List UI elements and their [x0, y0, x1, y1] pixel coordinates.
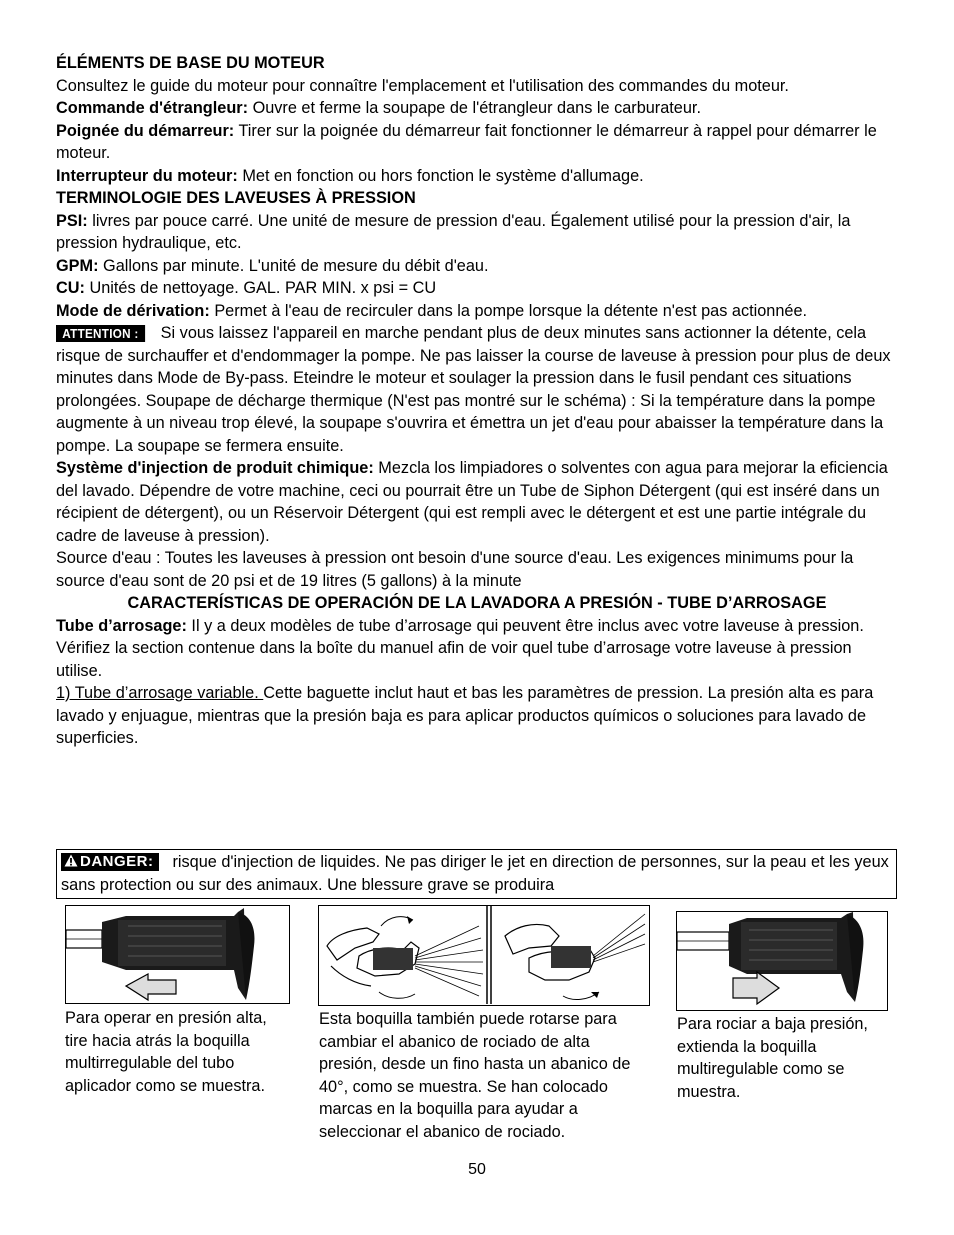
- heading-terminology: TERMINOLOGIE DES LAVEUSES À PRESSION: [56, 189, 416, 207]
- nozzle-extend-illustration: [677, 912, 886, 1009]
- danger-text: risque d'injection de liquides. Ne pas diriger le jet en direction de personnes, sur la peau et les yeux sans protection ou sur des animaux. Une blessure grave se produira: [61, 853, 889, 894]
- psi-paragraph: [56, 210, 898, 255]
- gpm-text: Gallons par minute. L'unité de mesure du débit d'eau.: [98, 256, 489, 275]
- bypass-paragraph: [56, 300, 898, 323]
- switch-paragraph: [56, 165, 898, 188]
- chemical-label: Système d'injection de produit chimique:: [56, 459, 374, 477]
- engine-intro: Consultez le guide du moteur pour connaître l'emplacement et l'utilisation des commandes du moteur.: [56, 76, 789, 95]
- warning-triangle-icon: [64, 854, 78, 867]
- variable-tube-label: 1) Tube d’arrosage variable.: [56, 684, 264, 702]
- caption-low-pressure: Para rociar a baja presión, extienda la boquilla multiregulable como se muestra.: [677, 1015, 868, 1101]
- heading-engine-basics: ÉLÉMENTS DE BASE DU MOTEUR: [56, 54, 325, 72]
- heading-operation: CARACTERÍSTICAS DE OPERACIÓN DE LA LAVADORA A PRESIÓN - TUBE D’ARROSAGE: [127, 594, 827, 612]
- figure-rotate-nozzle: [318, 905, 650, 1006]
- gpm-label: GPM:: [56, 256, 99, 275]
- tube-text: Il y a deux modèles de tube d’arrosage qui peuvent être inclus avec votre laveuse à pression. Vérifiez la section contenue dans la boîte du manuel afin de voir quel tube d’arrosage votre laveuse à pression utilise.: [56, 616, 864, 680]
- water-source-paragraph: Source d'eau : Toutes les laveuses à pression ont besoin d'une source d'eau. Les exigences minimums pour la source d'eau sont de 20 psi et de 19 litres (5 gallons) à la minute: [56, 549, 854, 590]
- nozzle-rotate-illustration: [319, 906, 648, 1004]
- figure-extend-nozzle: [676, 911, 888, 1011]
- danger-badge-label: DANGER:: [80, 853, 154, 870]
- starter-paragraph: [56, 120, 898, 165]
- bypass-text: Permet à l'eau de recirculer dans la pompe lorsque la détente n'est pas actionnée.: [209, 301, 808, 320]
- cu-label: CU:: [56, 279, 85, 297]
- choke-text: Ouvre et ferme la soupape de l'étrangleur dans le carburateur.: [248, 99, 701, 117]
- chemical-text: Mezcla los limpiadores o solventes con agua para mejorar la eficiencia del lavado. Dépendre de votre machine, ceci ou pourrait être un Tube de Siphon Détergent (qui est inséré dans un récipient de détergent), ou un Réservoir Détergent (qui est rempli avec le détergent et est une partie intégrale du cadre de laveuse à pression).: [56, 459, 888, 545]
- caption-high-pressure: Para operar en presión alta, tire hacia atrás la boquilla multirregulable del tubo aplicador como se muestra.: [65, 1009, 267, 1095]
- bypass-label: Mode de dérivation:: [56, 301, 210, 320]
- starter-text: Tirer sur la poignée du démarreur fait fonctionner le démarreur à rappel pour démarrer le moteur.: [56, 121, 877, 162]
- gpm-paragraph: [56, 255, 898, 278]
- figure-pull-back-nozzle: [65, 905, 290, 1004]
- danger-warning-box: [56, 849, 897, 899]
- danger-badge: [61, 853, 159, 871]
- psi-label: PSI:: [56, 211, 88, 230]
- page-number: 50: [468, 1161, 486, 1178]
- attention-paragraph: [56, 322, 898, 457]
- choke-paragraph: [56, 97, 898, 120]
- attention-text: Si vous laissez l'appareil en marche pendant plus de deux minutes sans actionner la détente, cela risque de surchauffer et d'endommager la pompe. Ne pas laisser la course de laveuse à pression pour plus de deux minutes dans Mode de By-pass. Eteindre le moteur et soulager la pression dans le fusil pendant ces situations prolongées. Soupape de décharge thermique (N'est pas montré sur le schéma) : Si la température dans la pompe augmente à un niveau trop élevé, la soupape s'ouvrira et émettra un jet d'eau pour abaisser la température dans la pompe. La soupape se fermera ensuite.: [56, 324, 891, 455]
- starter-label: Poignée du démarreur:: [56, 121, 235, 140]
- nozzle-pull-back-illustration: [66, 906, 288, 1002]
- manual-text: [56, 52, 898, 750]
- switch-label: Interrupteur du moteur:: [56, 166, 238, 185]
- chemical-paragraph: [56, 457, 898, 547]
- variable-tube-text: Cette baguette inclut haut et bas les paramètres de pression. La presión alta es para lavado y enjuague, mientras que la presión baja es para aplicar productos químicos o soluciones para lavado de superficies.: [56, 684, 874, 747]
- caption-rotate-nozzle: Esta boquilla también puede rotarse para cambiar el abanico de rociado de alta presión, desde un fino hasta un abanico de 40°, como se muestra. Se han colocado marcas en la boquilla para ayudar a seleccionar el abanico de rociado.: [319, 1010, 631, 1141]
- cu-text: Unités de nettoyage. GAL. PAR MIN. x psi = CU: [84, 279, 437, 297]
- switch-text: Met en fonction ou hors fonction le système d'allumage.: [237, 166, 644, 185]
- tube-paragraph: [56, 615, 898, 683]
- tube-label: Tube d’arrosage:: [56, 616, 187, 635]
- psi-text: livres par pouce carré. Une unité de mesure de pression d'eau. Également utilisé pour la pression d'air, la pression hydraulique, etc.: [56, 211, 851, 252]
- attention-badge: ATTENTION :: [56, 325, 145, 342]
- choke-label: Commande d'étrangleur:: [56, 99, 249, 117]
- cu-paragraph: [56, 277, 898, 300]
- variable-tube-paragraph: [56, 682, 898, 750]
